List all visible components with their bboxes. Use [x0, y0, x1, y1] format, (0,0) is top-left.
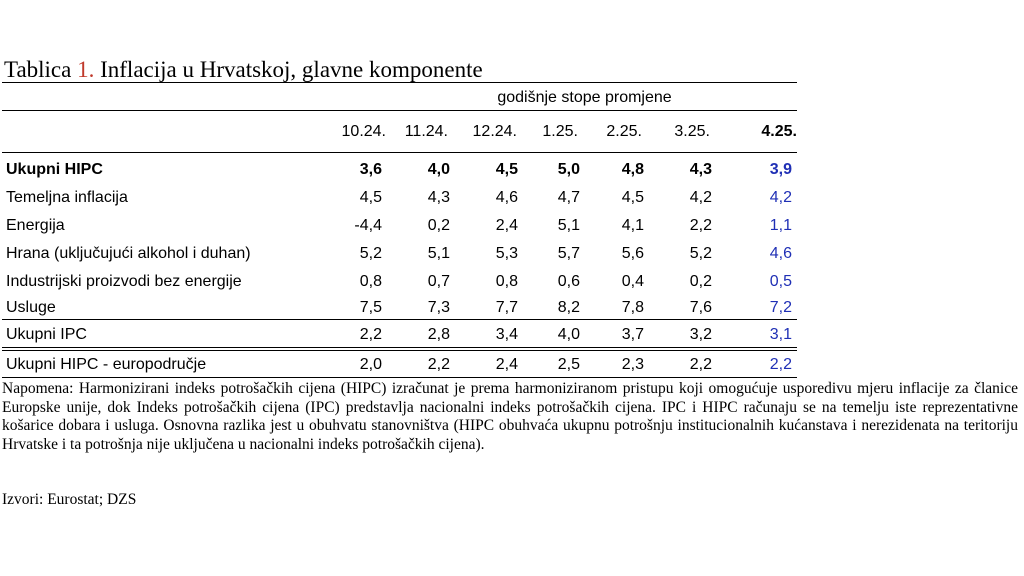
cell: 4,2 — [689, 189, 712, 206]
cell: 0,8 — [495, 273, 518, 290]
row-label: Hrana (uključujući alkohol i duhan) — [6, 245, 251, 262]
cell: 3,7 — [621, 326, 644, 343]
col-header: 11.24. — [404, 123, 448, 140]
cell: 4,5 — [359, 189, 382, 206]
cell: 5,0 — [557, 161, 580, 178]
cell: 5,6 — [621, 245, 644, 262]
table-title — [4, 57, 483, 83]
cell: 0,2 — [427, 217, 450, 234]
header-rule — [2, 152, 797, 153]
cell-latest: 3,9 — [769, 161, 792, 178]
cell: 4,0 — [427, 161, 450, 178]
cell: 2,2 — [689, 217, 712, 234]
cell: 5,7 — [557, 245, 580, 262]
cell: 0,8 — [359, 273, 382, 290]
row-label: Usluge — [6, 299, 56, 316]
table-row — [2, 322, 797, 350]
cell: 5,3 — [495, 245, 518, 262]
cell: 2,8 — [427, 326, 450, 343]
euro-rule-bottom — [2, 350, 797, 351]
row-label: Energija — [6, 217, 65, 234]
euro-rule-top — [2, 347, 797, 348]
cell-latest: 4,2 — [769, 189, 792, 206]
cell: 5,1 — [427, 245, 450, 262]
title-text: Inflacija u Hrvatskoj, glavne komponente — [94, 57, 483, 82]
table-row — [2, 269, 797, 297]
row-label: Temeljna inflacija — [6, 189, 128, 206]
cell: 2,4 — [495, 217, 518, 234]
cell: 7,5 — [359, 299, 382, 316]
cell: 4,3 — [427, 189, 450, 206]
cell: 4,0 — [557, 326, 580, 343]
cell-latest: 1,1 — [769, 217, 792, 234]
table-row — [2, 241, 797, 269]
cell: 2,0 — [359, 356, 382, 373]
table-note: Napomena: Harmonizirani indeks potrošačkih cijena (HIPC) izračunat je prema harmoniziranom pristupu koji omogućuje usporedivu mjeru inflacije za članice Europske unije, dok Indeks potrošačkih cijena (IPC) predstavlja nacionalni indeks potrošačkih cijena. IPC i HIPC računaju se na temelju iste reprezentativne košarice dobara i usluga. Osnovna razlika jest u obuhvatu stanovništva (HIPC obuhvaća ukupnu potrošnju institucionalnih kućanstava i nerezidenata na teritoriju Hrvatske i ta potrošnja nije uključena u nacionalni indeks potrošačkih cijena). — [2, 380, 1018, 453]
cell: 2,2 — [359, 326, 382, 343]
cell: 4,8 — [621, 161, 644, 178]
cell: 7,8 — [621, 299, 644, 316]
cell: 7,7 — [495, 299, 518, 316]
row-label: Ukupni HIPC — [6, 161, 103, 178]
table-subheader: godišnje stope promjene — [497, 89, 672, 106]
ipc-rule — [2, 319, 797, 320]
cell: -4,4 — [354, 217, 382, 234]
title-prefix: Tablica — [4, 57, 78, 82]
table-sources: Izvori: Eurostat; DZS — [2, 491, 137, 508]
row-label: Industrijski proizvodi bez energije — [6, 273, 242, 290]
cell: 3,2 — [689, 326, 712, 343]
table-row — [2, 352, 797, 380]
cell: 0,7 — [427, 273, 450, 290]
table-row — [2, 213, 797, 241]
cell: 7,6 — [689, 299, 712, 316]
subheader-rule — [2, 110, 797, 111]
cell: 2,2 — [689, 356, 712, 373]
cell: 0,2 — [689, 273, 712, 290]
row-label: Ukupni IPC — [6, 326, 87, 343]
table-bottom-rule — [2, 377, 797, 378]
cell: 2,5 — [557, 356, 580, 373]
cell-latest: 3,1 — [769, 326, 792, 343]
cell: 5,1 — [557, 217, 580, 234]
col-header: 2.25. — [606, 123, 642, 140]
col-header-latest: 4.25. — [761, 123, 797, 140]
cell: 4,6 — [495, 189, 518, 206]
cell: 5,2 — [689, 245, 712, 262]
col-header: 10.24. — [341, 123, 386, 140]
row-label: Ukupni HIPC - europodručje — [6, 356, 207, 373]
col-header: 1.25. — [542, 123, 578, 140]
cell: 4,5 — [621, 189, 644, 206]
table-top-rule — [2, 82, 797, 83]
col-header: 3.25. — [674, 123, 710, 140]
cell: 4,5 — [495, 161, 518, 178]
cell: 7,3 — [427, 299, 450, 316]
cell-latest: 7,2 — [769, 299, 792, 316]
cell: 0,4 — [621, 273, 644, 290]
cell: 4,7 — [557, 189, 580, 206]
col-header: 12.24. — [472, 123, 517, 140]
cell-latest: 4,6 — [769, 245, 792, 262]
cell: 0,6 — [557, 273, 580, 290]
cell-latest: 0,5 — [769, 273, 792, 290]
cell: 2,2 — [427, 356, 450, 373]
cell: 4,3 — [689, 161, 712, 178]
cell: 3,6 — [359, 161, 382, 178]
cell: 2,4 — [495, 356, 518, 373]
title-number: 1. — [77, 57, 95, 82]
cell: 5,2 — [359, 245, 382, 262]
cell: 3,4 — [495, 326, 518, 343]
table-row — [2, 157, 797, 185]
table-row — [2, 185, 797, 213]
cell-latest: 2,2 — [769, 356, 792, 373]
cell: 8,2 — [557, 299, 580, 316]
cell: 2,3 — [621, 356, 644, 373]
cell: 4,1 — [621, 217, 644, 234]
